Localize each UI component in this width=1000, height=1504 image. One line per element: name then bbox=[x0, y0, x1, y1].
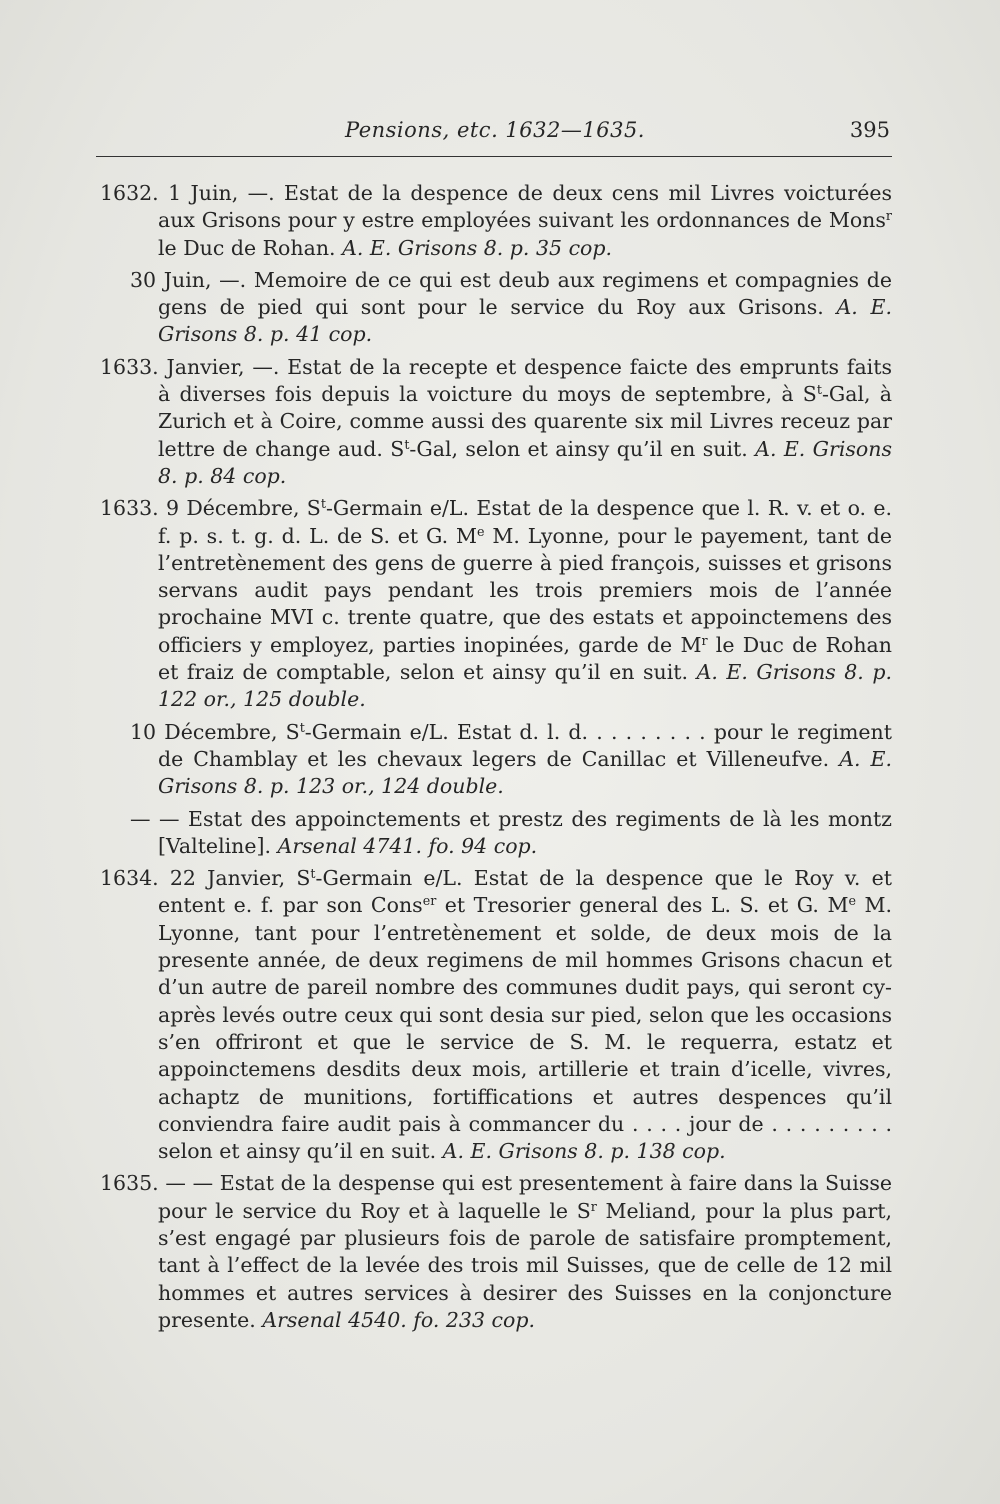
entry-date: 1634. 22 Janvier, S bbox=[100, 866, 311, 891]
entry-place: -Germain e/L. bbox=[304, 719, 449, 744]
entry-text: M. Lyonne, pour le payement, tant de l’entretènement des gens de guerre à pied françois, suisses et grisons servans audit pays pendant les trois premiers mois de l’année prochaine MVI c. trente quatre, que des estats et appoinctemens des officiers y employez, parties inopinées, garde de M bbox=[158, 523, 893, 657]
entry-text: Estat d. l. d. . . . . . . . . pour le regiment de Chamblay et les chevaux legers de Canillac et Villeneufve. bbox=[158, 719, 892, 771]
entry-text: Meliand, pour la plus part, s’est engagé par plusieurs fois de parole de satisfaire promptement, tant à l’effect de la levée des trois mil Suisses, que de celle de 12 mil hommes et autres services à desirer des Suisses en la conjoncture presente. bbox=[158, 1198, 892, 1332]
entry-date: 30 Juin, —. bbox=[130, 267, 247, 292]
entry-1635 bbox=[100, 1170, 892, 1334]
superscript: er bbox=[422, 893, 437, 909]
entry-text: Estat de la recepte et despence faicte des emprunts faits à diverses fois depuis la voicture du moys de septembre, à S bbox=[158, 354, 892, 407]
archive-reference: Arsenal 4540. fo. 233 cop. bbox=[262, 1307, 535, 1332]
page-header bbox=[100, 118, 890, 158]
entry-text: Estat de la despense qui est presentement à faire dans la Suisse pour le service du Roy et à laquelle le S bbox=[158, 1171, 892, 1223]
entry-text: Estat de la despence que l. R. v. et o. e. f. p. s. t. g. d. L. de S. et G. M bbox=[158, 496, 893, 548]
superscript: r bbox=[885, 208, 892, 224]
entry-text: Memoire de ce qui est deub aux regimens et compagnies de gens de pied qui sont pour le service du Roy aux Grisons. bbox=[158, 267, 892, 320]
superscript: t bbox=[310, 866, 316, 882]
entry-date: 1632. 1 Juin, —. bbox=[100, 181, 275, 205]
document-body bbox=[100, 180, 892, 1339]
entry-text: -Gal, à Zurich et à Coire, comme aussi des quarente six mil Livres receuz par lettre de change aud. S bbox=[158, 382, 892, 461]
header-rule bbox=[96, 156, 892, 157]
entry-text: Estat de la despence que le Roy v. et entent e. f. par son Cons bbox=[158, 866, 893, 918]
entry-1633-undated bbox=[100, 806, 892, 861]
entry-place: -Germain e/L. bbox=[325, 496, 470, 521]
running-title: Pensions, etc. 1632—1635. bbox=[345, 118, 645, 142]
entry-text: -Gal, selon et ainsy qu’il en suit. bbox=[409, 436, 756, 461]
entry-text: le Duc de Rohan. bbox=[158, 235, 343, 260]
entry-1633-decembre-10 bbox=[100, 719, 892, 801]
superscript: e bbox=[848, 893, 856, 909]
superscript: t bbox=[404, 436, 410, 452]
superscript: r bbox=[590, 1198, 597, 1214]
page-number: 395 bbox=[849, 118, 890, 142]
entry-date: 10 Décembre, S bbox=[130, 719, 300, 744]
superscript: e bbox=[477, 523, 485, 539]
entry-1632-juin-30 bbox=[100, 267, 892, 349]
entry-text: le Duc de Rohan et fraiz de comptable, selon et ainsy qu’il en suit. bbox=[158, 632, 892, 685]
entry-date: 1633. 9 Décembre, S bbox=[100, 496, 321, 521]
archive-reference: A. E. Grisons 8. p. 41 cop. bbox=[158, 295, 892, 347]
entry-text: Estat des appoinctements et prestz des regiments de là les montz [Valteline]. bbox=[158, 806, 892, 858]
entry-text: M. Lyonne, tant pour l’entretènement et solde, de deux mois de la presente année, de deux regimens de mil hommes Grisons chacun et d’un autre de pareil nombre des communes dudit pays, qui seront cy-après levés outre ceux qui sont desia sur pied, selon que les occasions s’en offriront et que le service de S. M. le requerra, estatz et appoinctemens desdits deux mois, artillerie et train d’icelle, vivres, achaptz de munitions, fortiffications et autres despences qu’il conviendra faire audit pais à commancer du . . . . jour de . . . . . . . . . selon et ainsy qu’il en suit. bbox=[158, 893, 892, 1164]
archive-reference: A. E. Grisons 8. p. 123 or., 124 double. bbox=[158, 746, 892, 799]
superscript: t bbox=[299, 719, 305, 735]
superscript: t bbox=[816, 382, 822, 398]
entry-1632-juin-1 bbox=[100, 180, 892, 262]
archive-reference: A. E. Grisons 8. p. 138 cop. bbox=[442, 1139, 726, 1164]
archive-reference: A. E. Grisons 8. p. 84 cop. bbox=[158, 436, 892, 488]
entry-1634-janvier-22 bbox=[100, 865, 892, 1165]
archive-reference: A. E. Grisons 8. p. 122 or., 125 double. bbox=[158, 660, 892, 712]
superscript: t bbox=[320, 496, 326, 512]
entry-1633-janvier bbox=[100, 354, 892, 490]
entry-date: 1635. — — bbox=[100, 1171, 214, 1196]
entry-text: Estat de la despence de deux cens mil Livres voicturées aux Grisons pour y estre employées suivant les ordonnances de Mons bbox=[158, 181, 893, 233]
archive-reference: Arsenal 4741. fo. 94 cop. bbox=[277, 833, 538, 858]
entry-date: 1633. Janvier, —. bbox=[100, 354, 280, 379]
archive-reference: A. E. Grisons 8. p. 35 cop. bbox=[342, 235, 613, 260]
superscript: r bbox=[701, 632, 708, 648]
entry-text: et Tresorier general des L. S. et G. M bbox=[436, 893, 849, 918]
entry-place: -Germain e/L. bbox=[315, 866, 463, 891]
entry-date: — — bbox=[130, 806, 180, 831]
entry-1633-decembre-9 bbox=[100, 495, 892, 713]
